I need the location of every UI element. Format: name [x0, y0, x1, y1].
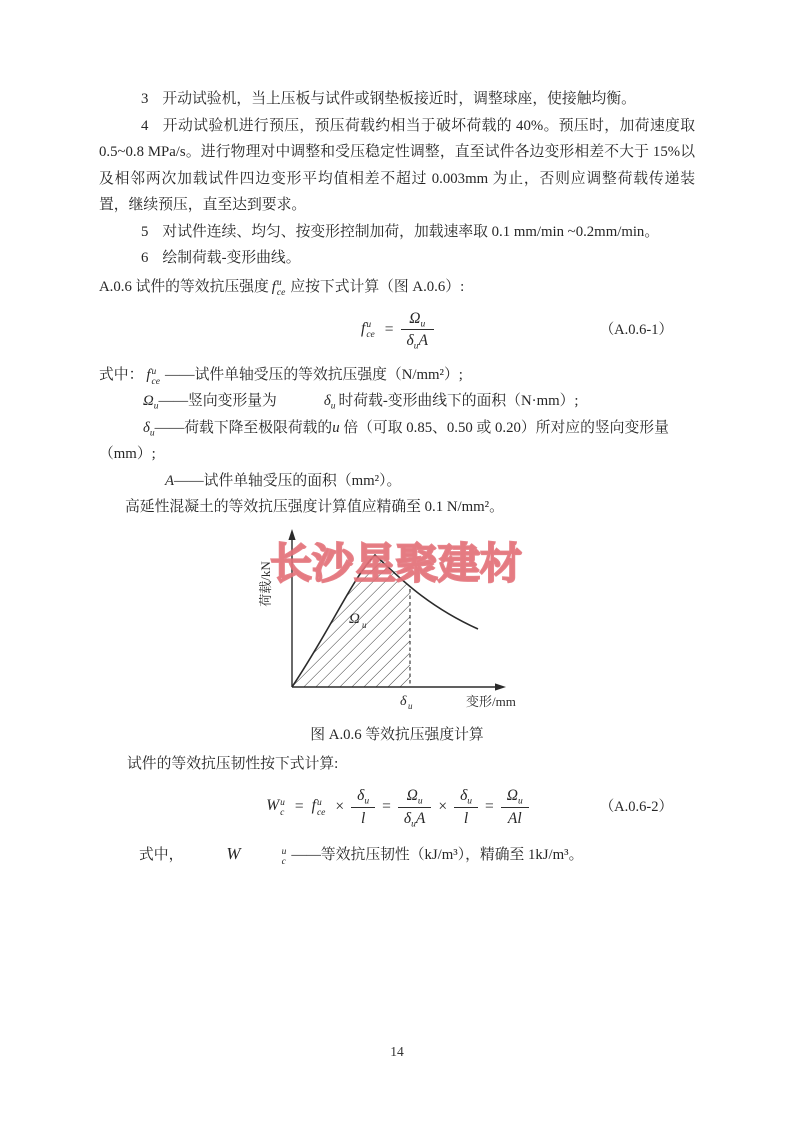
- math-fce-symbol: f u ce: [146, 366, 160, 387]
- x-tick-delta: δ: [400, 693, 407, 709]
- clause-a06: [99, 274, 695, 301]
- definition-omega: $\Omega_u——$竖向变形量为 $\delta_u$ 时荷载-变形曲线下的面积（N·mm）;: [99, 388, 695, 415]
- y-axis-label: 荷载/kN: [258, 560, 273, 607]
- equation-a061: [99, 309, 695, 351]
- equation-label: （A.0.6-2）: [599, 799, 673, 816]
- x-axis-arrow: [495, 683, 506, 690]
- item-number: 3: [141, 91, 149, 107]
- page-content: [99, 86, 695, 870]
- math-expression: W u c = f u ce × $\frac{\delta_u}{l}$ = $\frac{\Omega_u}{\delta_uA}$ × $\frac{\delta_u}{l}$ = $\frac{\Omega_u}{Al}$: [263, 786, 531, 828]
- watermark: 长沙星聚建材: [270, 540, 523, 587]
- precision-note: 高延性混凝土的等效抗压强度计算值应精确至 0.1 N/mm²。: [125, 499, 504, 516]
- math-fce-symbol: f u ce: [271, 278, 286, 299]
- definition-delta-cont: （mm）;: [99, 446, 156, 463]
- item-text: 绘制荷载-变形曲线。: [162, 250, 301, 266]
- item-text: 开动试验机，当上压板与试件或钢垫板接近时，调整球座，使接触均衡。: [162, 91, 636, 107]
- x-axis-label: 变形/mm: [466, 693, 516, 709]
- math-delta-symbol: $\delta_u$: [323, 393, 336, 412]
- x-tick-delta-sub: u: [408, 700, 413, 711]
- area-label-omega-sub: u: [362, 619, 367, 630]
- math-u-symbol: u: [332, 419, 340, 436]
- math-A-symbol: A: [165, 472, 175, 489]
- clause-text: A.0.6 试件的等效抗压强度: [99, 278, 269, 295]
- clause-text: 应按下式计算（图 A.0.6）:: [290, 278, 465, 295]
- math-expression: f u ce = $\frac{\Omega_u}{\delta_uA}$: [358, 309, 436, 351]
- equation-a062: [99, 786, 695, 828]
- list-item-4: [99, 113, 695, 219]
- list-item-5: [99, 219, 695, 246]
- item-number: 4: [141, 117, 149, 134]
- definition-fce: 式中： f u ce ——试件单轴受压的等效抗压强度（N/mm²）;: [99, 362, 695, 389]
- math-w-symbol: W u c: [226, 844, 287, 867]
- definition-area: A——试件单轴受压的面积（mm²）。: [165, 472, 402, 489]
- item-text: 开动试验机进行预压，预压荷载约相当于破坏荷载的 40%。预压时，加荷速度取 0.5~0.8 MPa/s。进行物理对中调整和受压稳定性调整，直至试件各边变形相差不大于 15%以及相邻两次加载试件四边变形平均值相差不超过 0.003mm 为止，否则应调整荷载传递装置，继续预压，直至达到要求。: [99, 117, 695, 213]
- toughness-intro: 试件的等效抗压韧性按下式计算:: [127, 755, 339, 772]
- definition-w: 式中， W u c ——等效抗压韧性（kJ/m³），精确至 1kJ/m³。: [99, 839, 695, 870]
- list-item-6: [99, 245, 695, 272]
- item-number: 5: [141, 223, 149, 240]
- equation-label: （A.0.6-1）: [599, 321, 673, 338]
- definition-delta: $\delta_u——$荷载下降至极限荷载的u 倍（可取 0.85、0.50 或 0.20）所对应的竖向变形量: [143, 419, 669, 439]
- list-item-3: [99, 86, 695, 113]
- figure-caption: 图 A.0.6 等效抗压强度计算: [310, 727, 484, 744]
- page-number: 14: [390, 1044, 404, 1059]
- item-text: 对试件连续、均匀、按变形控制加荷，加载速率取 0.1 mm/min ~0.2mm/min。: [162, 223, 660, 240]
- item-number: 6: [141, 250, 149, 266]
- area-label-omega: Ω: [349, 610, 360, 627]
